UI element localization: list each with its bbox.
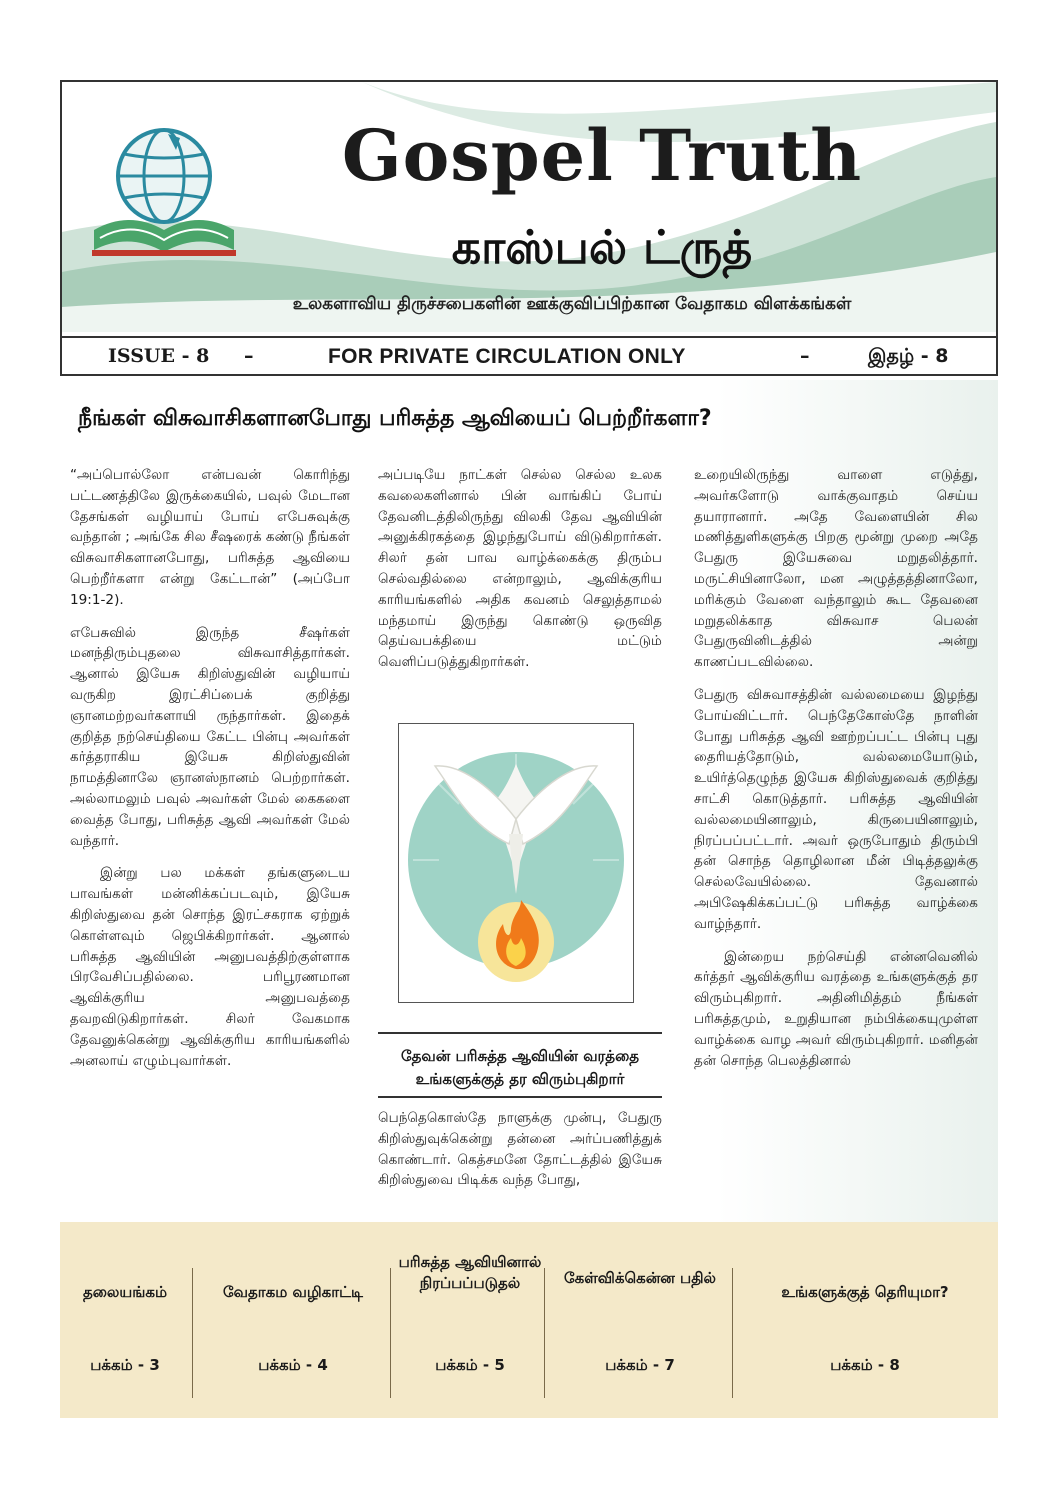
tagline: உலகளாவிய திருச்சபைகளின் ஊக்குவிப்பிற்கான வேதாகம விளக்கங்கள்	[292, 294, 852, 314]
toc-page: பக்கம் - 3	[90, 1356, 160, 1374]
toc-page: பக்கம் - 5	[435, 1356, 505, 1374]
toc-item-bible-guide[interactable]	[198, 1282, 388, 1392]
title-english: Gospel Truth	[341, 114, 863, 197]
issue-number-tamil: இதழ் - 8	[868, 345, 949, 367]
paragraph: எபேசுவில் இருந்த சீஷர்கள் மனந்திரும்புதலை விசுவாசித்தார்கள். ஆனால் இயேசு கிறிஸ்துவின் வழியாய் வருகிற இரட்சிப்பைக் குறித்து ஞானமற்றவர்களாயி ருந்தார்கள். இதைக் குறித்த நற்செய்தியை கேட்ட பின்பு அவர்கள் கர்த்தராகிய இயேசு கிறிஸ்துவின் நாமத்தினாலே ஞானஸ்நானம் பெற்றார்கள். அல்லாமலும் பவுல் அவர்கள் மேல் கைகளை வைத்த போது, பரிசுத்த ஆவி அவர்கள் மேல் வந்தார்.	[70, 624, 350, 849]
article-headline: நீங்கள் விசுவாசிகளானபோது பரிசுத்த ஆவியைப் பெற்றீர்களா?	[78, 406, 712, 431]
toc-divider	[544, 1268, 545, 1398]
separator-dash: –	[800, 345, 810, 367]
globe-bible-logo-icon	[84, 110, 244, 270]
issue-bar	[62, 336, 996, 376]
article-column-2-continued	[378, 1108, 662, 1191]
article-column-2	[378, 465, 662, 685]
masthead	[60, 80, 998, 376]
toc-page: பக்கம் - 7	[605, 1356, 675, 1374]
toc-divider	[732, 1268, 733, 1398]
dove-and-flame-icon	[399, 724, 633, 1002]
issue-number-english: ISSUE - 8	[108, 345, 210, 367]
subheading-line: தேவன் பரிசுத்த ஆவியின் வரத்தை	[400, 1047, 640, 1065]
toc-page: பக்கம் - 4	[258, 1356, 328, 1374]
table-of-contents	[60, 1222, 998, 1418]
paragraph: பேதுரு விசுவாசத்தின் வல்லமையை இழந்து போய்விட்டார். பெந்தேகோஸ்தே நாளின் போது பரிசுத்த ஆவி ஊற்றப்பட்ட பின்பு புது தைரியத்தோடும், வல்லமையோடும், உயிர்த்தெழுந்த இயேசு கிறிஸ்துவைக் குறித்து சாட்சி கொடுத்தார். பரிசுத்த ஆவியின் வல்லமையினாலும், கிருபையினாலும், நிரப்பப்பட்டார். அவர் ஒருபோதும் திரும்பி தன் சொந்த தொழிலான மீன் பிடித்தலுக்கு செல்லவேயில்லை. தேவனால் அபிஷேகிக்கப்பட்டு பரிசுத்த வாழ்க்கை வாழ்ந்தார்.	[694, 686, 978, 932]
separator-dash: –	[244, 345, 254, 367]
toc-title: பரிசுத்த ஆவியினால் நிரப்பப்படுதல்	[398, 1253, 542, 1292]
toc-divider	[390, 1268, 391, 1398]
toc-title: தலையங்கம்	[82, 1283, 168, 1301]
paragraph: அப்படியே நாட்கள் செல்ல செல்ல உலக கவலைகளினால் பின் வாங்கிப் போய் தேவனிடத்திலிருந்து விலகி தேவ ஆவியின் அனுக்கிரகத்தை இழந்துபோய் விடுகிறார்கள். சிலர் தன் பாவ வாழ்க்கைக்கு திரும்ப செல்வதில்லை என்றாலும், ஆவிக்குரிய காரியங்களில் அதிக கவனம் செலுத்தாமல் மந்தமாய் இருந்து கொண்டு ஒருவித தெய்வபக்தியை மட்டும் வெளிப்படுத்துகிறார்கள்.	[378, 467, 662, 671]
toc-title: கேள்விக்கென்ன பதில்	[564, 1269, 716, 1287]
toc-item-editorial[interactable]	[60, 1282, 190, 1392]
article-column-3	[694, 465, 978, 1083]
subheading-box	[378, 1032, 662, 1098]
toc-item-holy-spirit[interactable]	[396, 1252, 544, 1374]
article-column-1	[70, 465, 350, 1083]
subheading-line: உங்களுக்குத் தர விரும்புகிறார்	[415, 1070, 625, 1088]
paragraph: உறையிலிருந்து வாளை எடுத்து, அவர்களோடு வாக்குவாதம் செய்ய தயாரானார். அதே வேளையின் சில மணித்துளிகளுக்கு பிறகு மூன்று முறை அதே பேதுரு இயேசுவை மறுதலித்தார். மருட்சியினாலோ, மன அழுத்தத்தினாலோ, மரிக்கும் வேளை வந்தாலும் கூட தேவனை மறுதலிக்காத விசுவாச பெலன் பேதுருவினிடத்தில் அன்று காணப்படவில்லை.	[694, 467, 978, 671]
toc-page: பக்கம் - 8	[830, 1356, 900, 1374]
title-tamil: காஸ்பல் ட்ருத்	[451, 220, 753, 274]
paragraph: “அப்பொல்லோ என்பவன் கொரிந்து பட்டணத்திலே இருக்கையில், பவுல் மேடான தேசங்கள் வழியாய் போய் எபேசுவுக்கு வந்தான் ; அங்கே சில சீஷரைக் கண்டு நீங்கள் விசுவாசிகளானபோது, பரிசுத்த ஆவியை பெற்றீர்களா என்று கேட்டான்” (அப்போ 19:1-2).	[70, 467, 350, 608]
toc-item-questions[interactable]	[550, 1268, 730, 1378]
toc-divider	[192, 1268, 193, 1398]
toc-title: உங்களுக்குத் தெரியுமா?	[781, 1283, 949, 1301]
toc-item-did-you-know[interactable]	[740, 1282, 990, 1392]
private-circulation-label: FOR PRIVATE CIRCULATION ONLY	[328, 345, 686, 368]
paragraph: இன்று பல மக்கள் தங்களுடைய பாவங்கள் மன்னிக்கப்படவும், இயேசு கிறிஸ்துவை தன் சொந்த இரட்சகராக ஏற்றுக் கொள்ளவும் ஜெபிக்கிறார்கள். ஆனால் பரிசுத்த ஆவியின் அனுபவத்திற்குள்ளாக பிரவேசிப்பதில்லை. பரிபூரணமான ஆவிக்குரிய அனுபவத்தை தவறவிடுகிறார்கள். சிலர் வேகமாக தேவனுக்கென்று ஆவிக்குரிய காரியங்களில் அனலாய் எழும்புவார்கள்.	[70, 865, 350, 1069]
paragraph: இன்றைய நற்செய்தி என்னவெனில் கர்த்தர் ஆவிக்குரிய வரத்தை உங்களுக்குத் தர விரும்புகிறார். அதினிமித்தம் நீங்கள் பரிசுத்தமும், உறுதியான நம்பிக்கையுமுள்ள வாழ்க்கை வாழ அவர் விரும்புகிறார். மனிதன் தன் சொந்த பெலத்தினால்	[694, 948, 978, 1069]
dove-illustration-frame	[398, 723, 634, 1003]
toc-title: வேதாகம வழிகாட்டி	[223, 1283, 363, 1301]
paragraph: பெந்தெகொஸ்தே நாளுக்கு முன்பு, பேதுரு கிறிஸ்துவுக்கென்று தன்னை அர்ப்பணித்துக் கொண்டார். கெத்சமனே தோட்டத்தில் இயேசு கிறிஸ்துவை பிடிக்க வந்த போது,	[378, 1110, 662, 1189]
